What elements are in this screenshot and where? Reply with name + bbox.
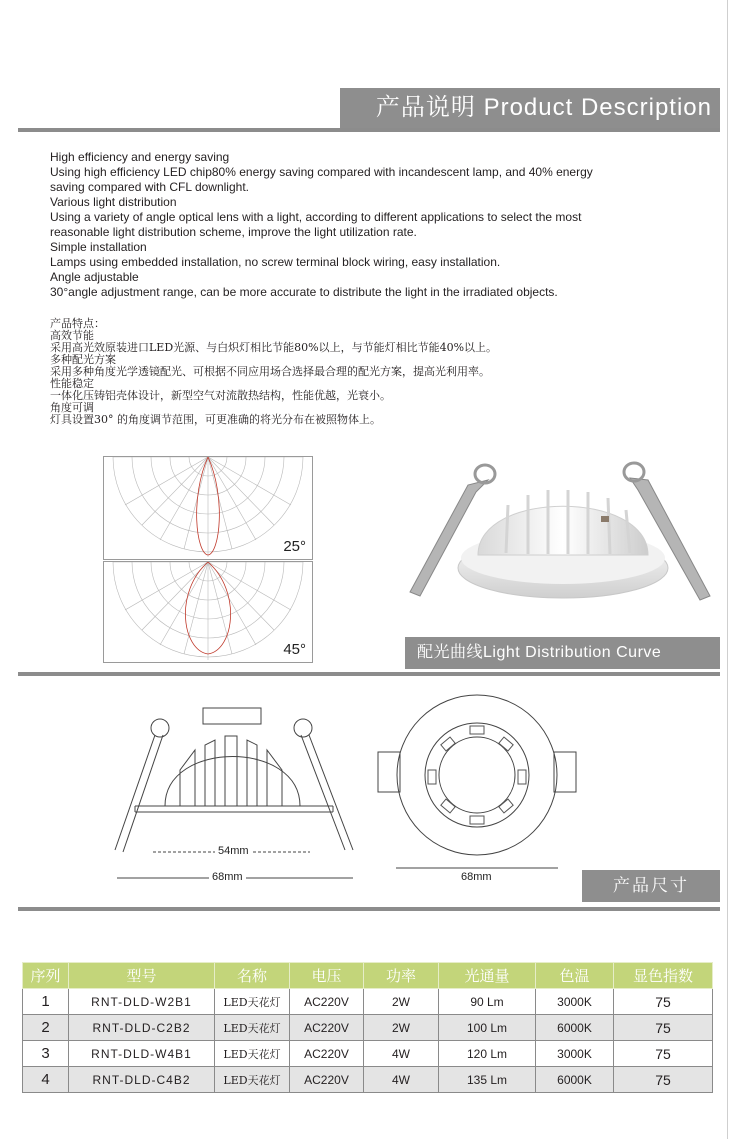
divider [18, 907, 720, 911]
cell-voltage: AC220V [290, 1041, 364, 1067]
en-heading-efficiency: High efficiency and energy saving [50, 150, 230, 164]
dimension-label-inner: 54mm [215, 845, 252, 857]
cn-text: 灯具设置30° 的角度调节范围，可更准确的将光分布在被照物体上。 [50, 413, 381, 426]
cell-cri: 75 [614, 1067, 713, 1093]
angle-label-45: 45° [283, 641, 306, 658]
cell-name: LED天花灯 [215, 1067, 290, 1093]
cell-voltage: AC220V [290, 989, 364, 1015]
cell-cct: 3000K [536, 1041, 614, 1067]
cell-power: 4W [364, 1067, 439, 1093]
en-text: Lamps using embedded installation, no screw terminal block wiring, easy installation. [50, 255, 501, 269]
cell-name: LED天花灯 [215, 1041, 290, 1067]
page-edge-line [727, 0, 728, 1139]
spec-table [22, 962, 713, 1093]
cell-model: RNT-DLD-W4B1 [69, 1041, 215, 1067]
dimension-drawing-top [370, 690, 585, 900]
cell-cct: 6000K [536, 1067, 614, 1093]
cell-flux: 120 Lm [439, 1041, 536, 1067]
header-cri: 显色指数 [614, 963, 713, 989]
cell-name: LED天花灯 [215, 1015, 290, 1041]
header-name: 名称 [215, 963, 290, 989]
en-heading-installation: Simple installation [50, 240, 147, 254]
header-cct: 色温 [536, 963, 614, 989]
table-row [23, 989, 713, 1015]
description-english [50, 150, 690, 300]
en-text: 30°angle adjustment range, can be more accurate to distribute the light in the irradiated objects. [50, 285, 558, 299]
cell-flux: 90 Lm [439, 989, 536, 1015]
cn-text: 采用高光效原装进口LED光源、与白炽灯相比节能80%以上，与节能灯相比节能40%以上。 [50, 341, 498, 354]
header-voltage: 电压 [290, 963, 364, 989]
cell-flux: 135 Lm [439, 1067, 536, 1093]
cn-text: 一体化压铸铝壳体设计，新型空气对流散热结构，性能优越，光衰小。 [50, 389, 391, 402]
polar-chart-25 [103, 456, 313, 560]
cell-cct: 3000K [536, 989, 614, 1015]
cell-flux: 100 Lm [439, 1015, 536, 1041]
dimension-label-outer: 68mm [209, 871, 246, 883]
header-seq: 序列 [23, 963, 69, 989]
cell-seq: 3 [23, 1041, 69, 1067]
section-title-product-size: 产品尺寸 [582, 870, 720, 902]
cell-cri: 75 [614, 1041, 713, 1067]
polar-chart-45 [103, 561, 313, 663]
table-row [23, 1041, 713, 1067]
header-model: 型号 [69, 963, 215, 989]
cell-power: 4W [364, 1041, 439, 1067]
cn-heading: 高效节能 [50, 329, 94, 342]
cell-power: 2W [364, 1015, 439, 1041]
cell-cri: 75 [614, 989, 713, 1015]
cell-cri: 75 [614, 1015, 713, 1041]
cn-heading: 多种配光方案 [50, 353, 116, 366]
cn-heading: 性能稳定 [50, 377, 94, 390]
angle-label-25: 25° [283, 538, 306, 555]
section-title-product-description: 产品说明 Product Description [340, 88, 720, 128]
polar-grid-25 [104, 457, 312, 559]
en-heading-angle: Angle adjustable [50, 270, 139, 284]
polar-grid-45 [104, 562, 312, 662]
cell-model: RNT-DLD-C2B2 [69, 1015, 215, 1041]
cell-voltage: AC220V [290, 1067, 364, 1093]
cell-model: RNT-DLD-W2B1 [69, 989, 215, 1015]
cell-seq: 1 [23, 989, 69, 1015]
divider [18, 672, 720, 676]
en-text: Using high efficiency LED chip80% energy saving compared with incandescent lamp, and 40% energy [50, 165, 593, 179]
cn-heading: 角度可调 [50, 401, 94, 414]
cell-name: LED天花灯 [215, 989, 290, 1015]
table-row [23, 1067, 713, 1093]
header-power: 功率 [364, 963, 439, 989]
cell-voltage: AC220V [290, 1015, 364, 1041]
dimension-drawing-side [105, 700, 360, 900]
en-text: reasonable light distribution scheme, improve the light utilization rate. [50, 225, 417, 239]
cn-title: 产品特点： [50, 317, 105, 330]
cell-cct: 6000K [536, 1015, 614, 1041]
section-title-light-distribution: 配光曲线Light Distribution Curve [405, 637, 720, 669]
divider [18, 128, 720, 132]
cell-seq: 4 [23, 1067, 69, 1093]
en-text: saving compared with CFL downlight. [50, 180, 249, 194]
cell-power: 2W [364, 989, 439, 1015]
cn-text: 采用多种角度光学透镜配光、可根据不同应用场合选择最合理的配光方案，提高光利用率。 [50, 365, 490, 378]
table-header-row [23, 963, 713, 989]
product-photo [398, 450, 720, 636]
cell-seq: 2 [23, 1015, 69, 1041]
cell-model: RNT-DLD-C4B2 [69, 1067, 215, 1093]
dimension-label-top: 68mm [458, 871, 495, 883]
header-flux: 光通量 [439, 963, 536, 989]
en-heading-distribution: Various light distribution [50, 195, 177, 209]
en-text: Using a variety of angle optical lens with a light, according to different applications to select the most [50, 210, 582, 224]
table-row [23, 1015, 713, 1041]
description-chinese [50, 318, 690, 426]
